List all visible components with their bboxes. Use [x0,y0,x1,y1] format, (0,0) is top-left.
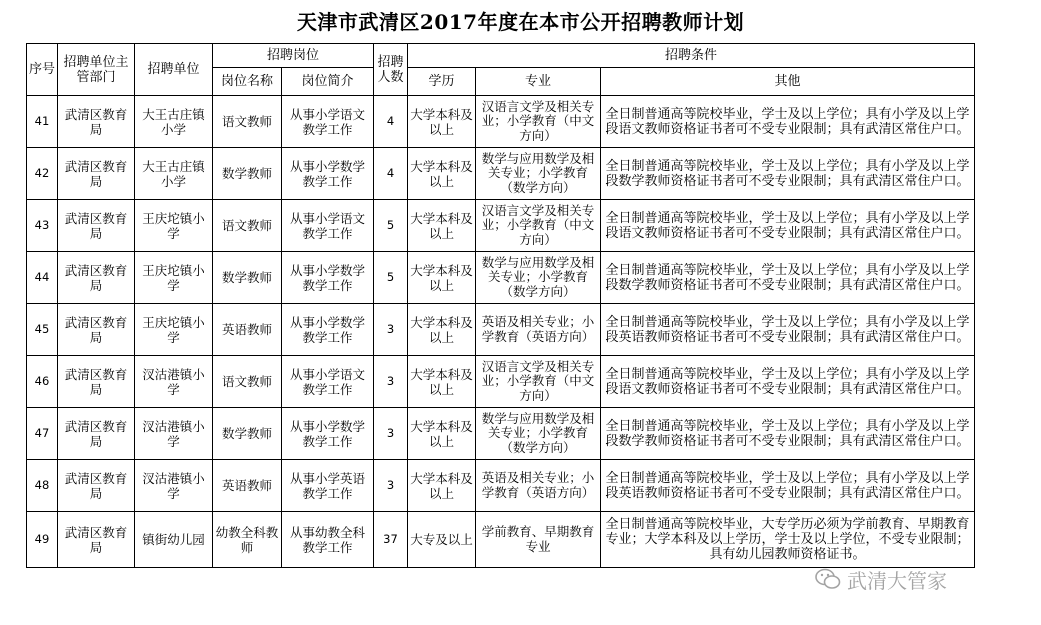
header-post-group: 招聘岗位 [213,44,374,68]
cell-edu: 大学本科及以上 [408,252,476,304]
cell-edu: 大学本科及以上 [408,200,476,252]
cell-major: 数学与应用数学及相关专业；小学教育（数学方向） [476,252,601,304]
cell-major: 英语及相关专业；小学教育（英语方向） [476,304,601,356]
header-count: 招聘人数 [374,44,408,96]
cell-other: 全日制普通高等院校毕业，大专学历必须为学前教育、早期教育专业；大学本科及以上学历，学士及以上学位，不受专业限制；具有幼儿园教师资格证书。 [601,512,975,568]
header-seq: 序号 [27,44,58,96]
cell-unit: 大王古庄镇小学 [135,148,213,200]
table-row [27,356,975,408]
cell-other: 全日制普通高等院校毕业，学士及以上学位；具有小学及以上学段语文教师资格证书者可不受专业限制；具有武清区常住户口。 [601,356,975,408]
cell-seq: 48 [27,460,58,512]
cell-major: 汉语言文学及相关专业；小学教育（中文方向） [476,200,601,252]
cell-count: 4 [374,148,408,200]
cell-count: 5 [374,252,408,304]
table-row [27,252,975,304]
cell-post-name: 幼教全科教师 [213,512,282,568]
header-post-desc: 岗位简介 [282,68,374,96]
cell-dept: 武清区教育局 [58,148,135,200]
cell-post-name: 数学教师 [213,148,282,200]
cell-count: 4 [374,96,408,148]
page-title: 天津市武清区2017年度在本市公开招聘教师计划 [296,10,745,34]
cell-post-name: 语文教师 [213,96,282,148]
cell-seq: 45 [27,304,58,356]
cell-post-name: 语文教师 [213,356,282,408]
cell-major: 汉语言文学及相关专业；小学教育（中文方向） [476,96,601,148]
cell-seq: 46 [27,356,58,408]
table-row [27,148,975,200]
cell-seq: 41 [27,96,58,148]
wechat-icon [815,568,841,590]
cell-dept: 武清区教育局 [58,96,135,148]
cell-seq: 42 [27,148,58,200]
watermark [815,564,1030,594]
cell-edu: 大专及以上 [408,512,476,568]
cell-count: 3 [374,356,408,408]
cell-other: 全日制普通高等院校毕业，学士及以上学位；具有小学及以上学段英语教师资格证书者可不受专业限制；具有武清区常住户口。 [601,460,975,512]
cell-major: 汉语言文学及相关专业；小学教育（中文方向） [476,356,601,408]
cell-count: 3 [374,304,408,356]
table-row [27,200,975,252]
header-edu: 学历 [408,68,476,96]
cell-post-name: 数学教师 [213,408,282,460]
header-condition-group: 招聘条件 [408,44,975,68]
header-dept: 招聘单位主管部门 [58,44,135,96]
cell-other: 全日制普通高等院校毕业，学士及以上学位；具有小学及以上学段语文教师资格证书者可不受专业限制；具有武清区常住户口。 [601,200,975,252]
header-post-name: 岗位名称 [213,68,282,96]
cell-seq: 44 [27,252,58,304]
cell-post-desc: 从事小学语文教学工作 [282,96,374,148]
cell-post-desc: 从事小学数学教学工作 [282,252,374,304]
cell-edu: 大学本科及以上 [408,460,476,512]
cell-post-desc: 从事小学英语教学工作 [282,460,374,512]
cell-seq: 49 [27,512,58,568]
cell-unit: 王庆坨镇小学 [135,304,213,356]
cell-post-desc: 从事小学数学教学工作 [282,304,374,356]
cell-post-name: 数学教师 [213,252,282,304]
cell-dept: 武清区教育局 [58,460,135,512]
cell-unit: 汊沽港镇小学 [135,356,213,408]
cell-edu: 大学本科及以上 [408,408,476,460]
watermark-text: 武清大管家 [847,568,947,593]
cell-post-name: 英语教师 [213,460,282,512]
cell-dept: 武清区教育局 [58,408,135,460]
cell-post-desc: 从事小学数学教学工作 [282,148,374,200]
cell-count: 3 [374,460,408,512]
cell-edu: 大学本科及以上 [408,356,476,408]
cell-other: 全日制普通高等院校毕业，学士及以上学位；具有小学及以上学段语文教师资格证书者可不受专业限制；具有武清区常住户口。 [601,96,975,148]
cell-unit: 汊沽港镇小学 [135,460,213,512]
cell-dept: 武清区教育局 [58,304,135,356]
cell-unit: 王庆坨镇小学 [135,200,213,252]
cell-post-desc: 从事幼教全科教学工作 [282,512,374,568]
cell-edu: 大学本科及以上 [408,304,476,356]
cell-post-desc: 从事小学数学教学工作 [282,408,374,460]
cell-edu: 大学本科及以上 [408,96,476,148]
cell-major: 学前教育、早期教育专业 [476,512,601,568]
table-row [27,460,975,512]
cell-unit: 王庆坨镇小学 [135,252,213,304]
cell-other: 全日制普通高等院校毕业，学士及以上学位；具有小学及以上学段数学教师资格证书者可不受专业限制；具有武清区常住户口。 [601,252,975,304]
cell-post-desc: 从事小学语文教学工作 [282,356,374,408]
table-row [27,512,975,568]
cell-major: 数学与应用数学及相关专业；小学教育（数学方向） [476,408,601,460]
header-major: 专业 [476,68,601,96]
cell-post-desc: 从事小学语文教学工作 [282,200,374,252]
cell-major: 英语及相关专业；小学教育（英语方向） [476,460,601,512]
cell-seq: 43 [27,200,58,252]
cell-seq: 47 [27,408,58,460]
cell-count: 37 [374,512,408,568]
cell-other: 全日制普通高等院校毕业，学士及以上学位；具有小学及以上学段数学教师资格证书者可不受专业限制；具有武清区常住户口。 [601,148,975,200]
cell-count: 3 [374,408,408,460]
cell-edu: 大学本科及以上 [408,148,476,200]
cell-post-name: 英语教师 [213,304,282,356]
cell-dept: 武清区教育局 [58,356,135,408]
cell-count: 5 [374,200,408,252]
cell-major: 数学与应用数学及相关专业；小学教育（数学方向） [476,148,601,200]
cell-unit: 镇街幼儿园 [135,512,213,568]
cell-other: 全日制普通高等院校毕业，学士及以上学位；具有小学及以上学段数学教师资格证书者可不受专业限制；具有武清区常住户口。 [601,408,975,460]
table-row [27,304,975,356]
table-row [27,408,975,460]
table-row [27,96,975,148]
cell-unit: 大王古庄镇小学 [135,96,213,148]
cell-post-name: 语文教师 [213,200,282,252]
cell-dept: 武清区教育局 [58,200,135,252]
cell-dept: 武清区教育局 [58,512,135,568]
header-other: 其他 [601,68,975,96]
cell-unit: 汊沽港镇小学 [135,408,213,460]
recruitment-table [26,43,975,568]
cell-other: 全日制普通高等院校毕业，学士及以上学位；具有小学及以上学段英语教师资格证书者可不受专业限制；具有武清区常住户口。 [601,304,975,356]
cell-dept: 武清区教育局 [58,252,135,304]
header-unit: 招聘单位 [135,44,213,96]
